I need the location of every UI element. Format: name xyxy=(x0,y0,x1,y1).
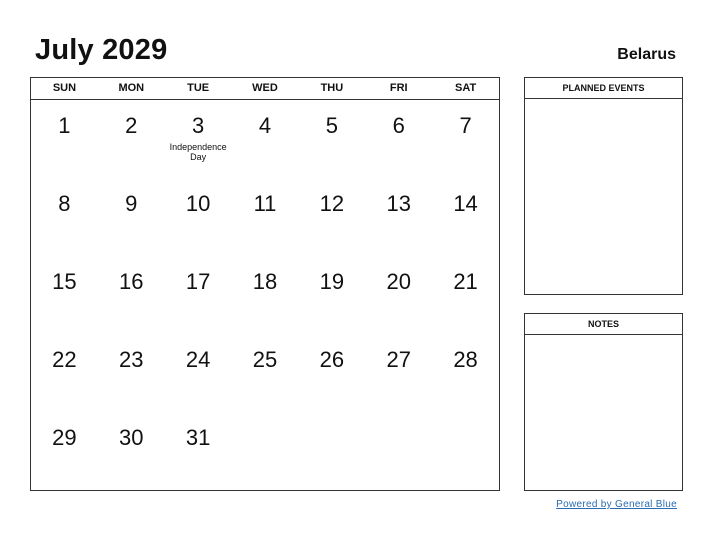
day-number: 20 xyxy=(386,269,411,294)
day-number: 31 xyxy=(185,425,211,450)
day-number: 16 xyxy=(119,269,144,294)
day-number: 3 xyxy=(192,113,205,138)
day-cell xyxy=(432,334,499,412)
day-cell xyxy=(98,412,165,490)
weekday-fri: FRI xyxy=(389,82,408,94)
day-cell xyxy=(165,334,232,412)
weekday-mon: MON xyxy=(118,82,145,94)
day-number: 27 xyxy=(386,347,411,372)
day-cell xyxy=(298,100,365,178)
day-cell xyxy=(98,100,165,178)
day-cell xyxy=(165,178,232,256)
day-number: 11 xyxy=(253,191,277,216)
day-cell xyxy=(232,100,299,178)
day-cell xyxy=(432,412,499,490)
day-cell xyxy=(31,412,98,490)
day-number xyxy=(298,412,365,426)
weekday-tue: TUE xyxy=(187,82,210,94)
powered-by-link[interactable]: Powered by General Blue xyxy=(556,499,677,510)
day-cell xyxy=(31,100,98,178)
day-number: 29 xyxy=(52,425,77,450)
day-cell xyxy=(432,100,499,178)
day-cell xyxy=(165,412,232,490)
day-number: 25 xyxy=(252,347,278,372)
day-number: 8 xyxy=(58,191,71,216)
weekday-wed: WED xyxy=(252,82,278,94)
day-cell xyxy=(232,334,299,412)
day-cell xyxy=(432,256,499,334)
day-number xyxy=(432,412,499,426)
day-number: 4 xyxy=(258,113,272,138)
planned-events-heading: PLANNED EVENTS xyxy=(525,78,682,99)
day-cell xyxy=(365,412,432,490)
day-number: 28 xyxy=(453,347,478,372)
day-cell xyxy=(98,256,165,334)
day-number xyxy=(232,412,299,426)
day-number: 18 xyxy=(252,269,278,294)
day-cell xyxy=(31,178,98,256)
weekday-sat: SAT xyxy=(454,82,477,94)
holiday-label: Independence Day xyxy=(169,142,227,162)
day-number: 23 xyxy=(119,347,144,372)
country-label: Belarus xyxy=(617,46,676,63)
day-number: 17 xyxy=(185,269,211,294)
day-number xyxy=(365,412,432,426)
day-cell xyxy=(298,256,365,334)
notes-heading: NOTES xyxy=(525,314,682,335)
weekday-sun: SUN xyxy=(52,82,77,94)
day-cell xyxy=(232,256,299,334)
day-cell xyxy=(365,178,432,256)
day-number: 9 xyxy=(125,191,138,216)
day-cell xyxy=(31,256,98,334)
day-cell xyxy=(365,256,432,334)
day-cell xyxy=(365,334,432,412)
day-number: 19 xyxy=(319,269,345,294)
day-cell xyxy=(98,334,165,412)
planned-events-panel xyxy=(524,77,683,295)
day-number: 13 xyxy=(386,191,411,216)
day-number: 6 xyxy=(392,113,405,138)
weekday-thu: THU xyxy=(320,82,344,94)
day-number: 22 xyxy=(52,347,77,372)
day-cell xyxy=(298,412,365,490)
weekday-header xyxy=(31,78,499,100)
notes-panel xyxy=(524,313,683,491)
calendar-grid xyxy=(30,77,500,491)
day-cell xyxy=(232,178,299,256)
day-number: 5 xyxy=(325,113,338,138)
day-cell xyxy=(165,100,232,178)
day-number: 26 xyxy=(319,347,345,372)
day-number: 24 xyxy=(185,347,211,372)
day-number: 7 xyxy=(459,113,472,138)
day-number: 1 xyxy=(58,113,71,138)
day-cell xyxy=(298,334,365,412)
day-number: 21 xyxy=(453,269,478,294)
day-number: 30 xyxy=(119,425,144,450)
page-title: July 2029 xyxy=(35,34,168,66)
day-cell xyxy=(165,256,232,334)
day-cell xyxy=(98,178,165,256)
day-number: 10 xyxy=(185,191,211,216)
day-number: 12 xyxy=(319,191,345,216)
calendar-days xyxy=(31,100,499,491)
day-cell xyxy=(365,100,432,178)
day-cell xyxy=(232,412,299,490)
day-cell xyxy=(298,178,365,256)
day-number: 2 xyxy=(125,113,138,138)
day-cell xyxy=(432,178,499,256)
day-number: 15 xyxy=(52,269,77,294)
day-cell xyxy=(31,334,98,412)
day-number: 14 xyxy=(453,191,478,216)
